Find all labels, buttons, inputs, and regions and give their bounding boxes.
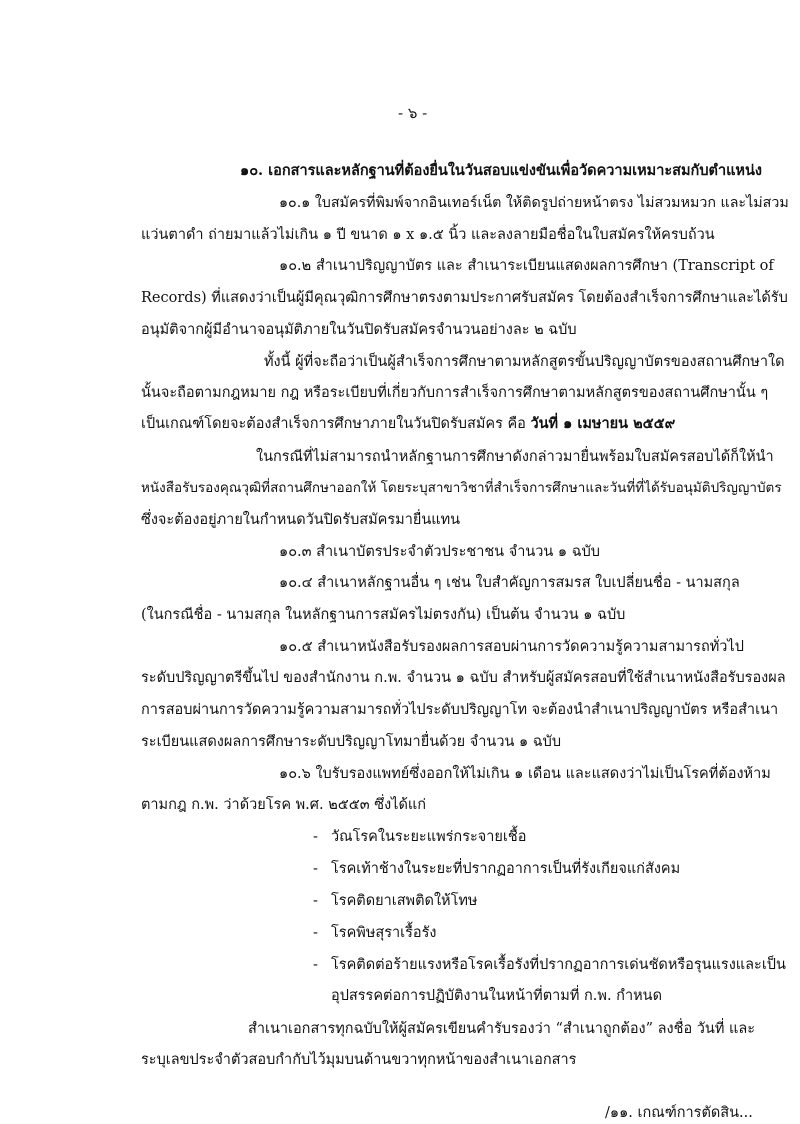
disease-item [313, 923, 437, 943]
closing-line2: ระบุเลขประจำตัวสอบกำกับไว้มุมบนด้านขวาทุกหน้าของสำเนาเอกสาร [141, 1052, 577, 1068]
bullet-dash: - [313, 861, 318, 877]
item-10-5-line2: ระดับปริญญาตรีขึ้นไป ของสำนักงาน ก.พ. จำนวน ๑ ฉบับ สำหรับผู้สมัครสอบที่ใช้สำเนาหนังสือรับรองผล [141, 670, 786, 686]
section-heading: ๑๐. เอกสารและหลักฐานที่ต้องยื่นในวันสอบแข่งขันเพื่อวัดความเหมาะสมกับตำแหน่ง [240, 162, 762, 179]
disease-label: โรคติดต่อร้ายแรงหรือโรคเรื้อรังที่ปรากฏอาการเด่นชัดหรือรุนแรงและเป็น [331, 957, 786, 973]
item-10-6-line2: ตามกฎ ก.พ. ว่าด้วยโรค พ.ศ. ๒๕๕๓ ซึ่งได้แก่ [141, 797, 427, 813]
bullet-dash: - [313, 957, 318, 973]
page-number: - ๖ - [398, 104, 428, 122]
disease-label: โรคติดยาเสพติดให้โทษ [331, 893, 478, 909]
item-10-5-line1: ๑๐.๕ สำเนาหนังสือรับรองผลการสอบผ่านการวัดความรู้ความสามารถทั่วไป [279, 639, 744, 655]
item-10-6-line1: ๑๐.๖ ใบรับรองแพทย์ซึ่งออกให้ไม่เกิน ๑ เดือน และแสดงว่าไม่เป็นโรคที่ต้องห้าม [279, 766, 771, 782]
item-10-2-line3: อนุมัติจากผู้มีอำนาจอนุมัติภายในวันปิดรับสมัครจำนวนอย่างละ ๒ ฉบับ [141, 322, 577, 338]
item-10-5-line3: การสอบผ่านการวัดความรู้ความสามารถทั่วไประดับปริญญาโท จะต้องนำสำเนาปริญญาบัตร หรือสำเนา [141, 702, 779, 718]
para-tanee-line3-text: เป็นเกณฑ์โดยจะต้องสำเร็จการศึกษาภายในวันปิดรับสมัคร คือ [141, 416, 531, 432]
continued-next-page: /๑๑. เกณฑ์การตัดสิน... [605, 1105, 753, 1121]
item-10-1-line1: ๑๐.๑ ใบสมัครที่พิมพ์จากอินเทอร์เน็ต ให้ติดรูปถ่ายหน้าตรง ไม่สวมหมวก และไม่สวม [279, 195, 789, 211]
para-tanee-line2: นั้นจะถือตามกฎหมาย กฎ หรือระเบียบที่เกี่ยวกับการสำเร็จการศึกษาตามหลักสูตรของสถานศึกษานั้น ๆ [141, 385, 769, 401]
bullet-dash: - [313, 893, 318, 909]
disease-item-continuation: อุปสรรคต่อการปฏิบัติงานในหน้าที่ตามที่ ก.พ. กำหนด [331, 988, 662, 1004]
para-case-line1: ในกรณีที่ไม่สามารถนำหลักฐานการศึกษาดังกล่าวมายื่นพร้อมใบสมัครสอบได้ก็ให้นำ [256, 449, 774, 465]
item-10-2-line1: ๑๐.๒ สำเนาปริญญาบัตร และ สำเนาระเบียนแสดงผลการศึกษา (Transcript of [279, 258, 774, 274]
disease-item [313, 891, 478, 911]
disease-item [313, 955, 786, 975]
bullet-dash: - [313, 925, 318, 941]
disease-label: โรคพิษสุราเรื้อรัง [331, 925, 437, 941]
item-10-5-line4: ระเบียนแสดงผลการศึกษาระดับปริญญาโทมายื่นด้วย จำนวน ๑ ฉบับ [141, 734, 562, 750]
para-tanee-line3 [141, 414, 675, 434]
item-10-2-line2: Records) ที่แสดงว่าเป็นผู้มีคุณวุฒิการศึกษาตรงตามประกาศรับสมัคร โดยต้องสำเร็จการศึกษาและได้รับ [141, 290, 788, 306]
disease-label: โรคเท้าช้างในระยะที่ปรากฏอาการเป็นที่รังเกียจแก่สังคม [331, 861, 681, 877]
closing-line1: สำเนาเอกสารทุกฉบับให้ผู้สมัครเขียนคำรับรองว่า “สำเนาถูกต้อง” ลงชื่อ วันที่ และ [248, 1021, 756, 1037]
item-10-4-line2: (ในกรณีชื่อ - นามสกุล ในหลักฐานการสมัครไม่ตรงกัน) เป็นต้น จำนวน ๑ ฉบับ [141, 607, 626, 623]
item-10-3: ๑๐.๓ สำเนาบัตรประจำตัวประชาชน จำนวน ๑ ฉบับ [279, 544, 601, 560]
item-10-4-line1: ๑๐.๔ สำเนาหลักฐานอื่น ๆ เช่น ใบสำคัญการสมรส ใบเปลี่ยนชื่อ - นามสกุล [279, 575, 740, 591]
disease-label: วัณโรคในระยะแพร่กระจายเชื้อ [331, 829, 527, 845]
disease-item [313, 859, 680, 879]
disease-item [313, 827, 526, 847]
para-tanee-line1: ทั้งนี้ ผู้ที่จะถือว่าเป็นผู้สำเร็จการศึกษาตามหลักสูตรขั้นปริญญาบัตรของสถานศึกษาใด [264, 354, 785, 370]
para-case-line2: หนังสือรับรองคุณวุฒิที่สถานศึกษาออกให้ โดยระบุสาขาวิชาที่สำเร็จการศึกษาและวันที่ที่ได้รับอนุมัติปริญญาบัตร [141, 480, 782, 496]
para-case-line3: ซึ่งจะต้องอยู่ภายในกำหนดวันปิดรับสมัครมายื่นแทน [141, 512, 461, 528]
item-10-1-line2: แว่นตาดำ ถ่ายมาแล้วไม่เกิน ๑ ปี ขนาด ๑ x ๑.๕ นิ้ว และลงลายมือชื่อในใบสมัครให้ครบถ้วน [141, 227, 715, 243]
bullet-dash: - [313, 829, 318, 845]
deadline-date: วันที่ ๑ เมษายน ๒๕๕๙ [530, 415, 676, 432]
